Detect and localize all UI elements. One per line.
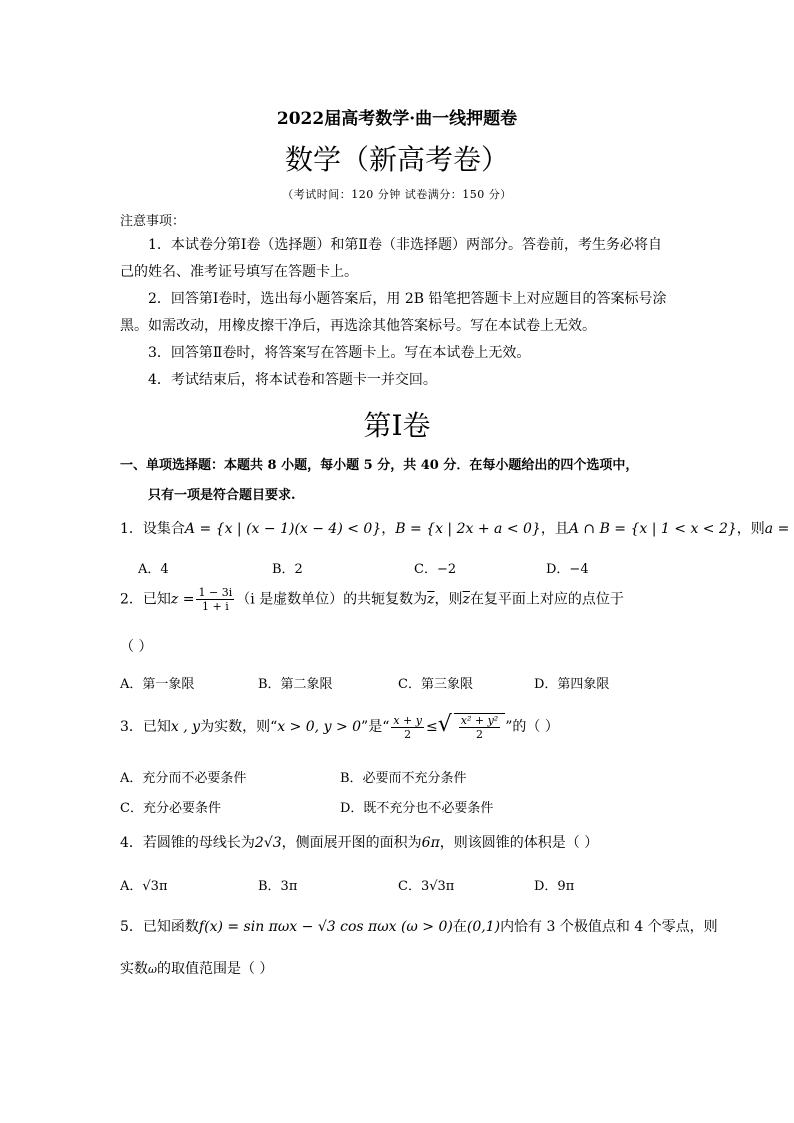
q1-set-b: B = {x | 2x + a < 0} <box>395 521 541 537</box>
q3-le: ≤ <box>426 719 438 735</box>
q1-sep: ， <box>381 521 396 537</box>
q4-option-c[interactable]: C．3√3π <box>398 879 455 894</box>
q3-text-b: 为实数，则“ <box>200 719 278 735</box>
q3-option-b[interactable]: B．必要而不充分条件 <box>340 771 467 786</box>
q4-text-b: ，侧面展开图的面积为 <box>281 835 422 851</box>
q1-option-a[interactable]: A．4 <box>138 562 169 577</box>
question-5-line2 <box>120 958 273 978</box>
q3-right-num: x² + y² <box>460 713 499 727</box>
radical-sign-icon: √ <box>437 712 452 737</box>
note-2a: 2．回答第Ⅰ卷时，选出每小题答案后，用 2B 铅笔把答题卡上对应题目的答案标号涂 <box>148 291 667 307</box>
q4-option-a[interactable]: A．√3π <box>120 879 168 894</box>
q3-text-c: ”是“ <box>361 719 390 735</box>
q4-text-a: 4．若圆锥的母线长为 <box>120 835 255 851</box>
q3-option-a[interactable]: A．充分而不必要条件 <box>120 771 247 786</box>
q3-right-fraction <box>459 714 500 741</box>
q3-option-d[interactable]: D．既不充分也不必要条件 <box>340 801 494 816</box>
q1-option-c[interactable]: C．−2 <box>414 562 457 577</box>
q2-option-a[interactable]: A．第一象限 <box>120 677 195 692</box>
q3-option-c[interactable]: C．充分必要条件 <box>120 801 221 816</box>
note-1b: 己的姓名、准考证号填写在答题卡上。 <box>120 264 358 280</box>
q3-condition: x > 0, y > 0 <box>277 719 362 735</box>
q1-set-a: A = {x | (x − 1)(x − 4) < 0} <box>184 521 382 537</box>
part1-heading-line2: 只有一项是符合题目要求. <box>148 488 296 503</box>
q5-function: f(x) = sin πωx − √3 cos πωx (ω > 0) <box>198 919 453 935</box>
question-5 <box>120 916 718 936</box>
question-3 <box>120 712 559 741</box>
q3-text-a: 3．已知 <box>120 719 171 735</box>
q1-text-c: ，则 <box>736 521 765 537</box>
q4-length: 2√3 <box>254 835 282 851</box>
q5-text-a: 5．已知函数 <box>120 919 199 935</box>
q5-interval: (0,1) <box>466 919 501 935</box>
question-1 <box>120 518 789 538</box>
q2-z-bar-2: $\overline{z}$ <box>462 591 470 608</box>
q2-z-bar: $\overline{z}$ <box>427 591 435 608</box>
q3-vars: x , y <box>170 719 201 735</box>
q2-numerator: 1 − 3i <box>198 586 233 599</box>
q2-fraction <box>196 586 234 613</box>
q4-option-b[interactable]: B．3π <box>258 879 298 894</box>
q3-left-den: 2 <box>404 727 412 741</box>
q5-text-b: 在 <box>452 919 467 935</box>
question-4 <box>120 832 598 852</box>
q2-text-b: （i 是虚数单位）的共轭复数为 <box>236 591 428 608</box>
q5-text-c: 内恰有 3 个极值点和 4 个零点，则 <box>500 919 718 935</box>
q2-option-c[interactable]: C．第三象限 <box>398 677 473 692</box>
note-3: 3．回答第Ⅱ卷时，将答案写在答题卡上。写在本试卷上无效。 <box>148 345 531 361</box>
q1-text-a: 1．设集合 <box>120 521 185 537</box>
q4-option-d[interactable]: D．9π <box>534 879 575 894</box>
q2-option-d[interactable]: D．第四象限 <box>534 677 610 692</box>
part1-heading-line1: 一、单项选择题：本题共 8 小题，每小题 5 分，共 40 分．在每小题给出的四个选项中， <box>120 458 639 473</box>
q5-line2-a: 实数 <box>120 961 148 977</box>
q1-variable: a = <box>764 521 790 537</box>
q2-denominator: 1 + i <box>201 600 229 613</box>
q2-text-a: 2．已知 <box>120 591 171 608</box>
note-4: 4．考试结束后，将本试卷和答题卡一并交回。 <box>148 372 437 388</box>
q2-answer-paren: （ ） <box>120 639 153 655</box>
q2-text-d: 在复平面上对应的点位于 <box>469 591 624 608</box>
q4-area: 6π <box>421 835 440 851</box>
q3-sqrt <box>454 713 505 741</box>
q1-intersection: A ∩ B = {x | 1 < x < 2} <box>568 521 737 537</box>
q4-text-c: ，则该圆锥的体积是（ ） <box>439 835 599 851</box>
question-2 <box>120 586 624 613</box>
paper-title: 2022届高考数学·曲一线押题卷 <box>276 109 518 129</box>
notes-title: 注意事项： <box>120 214 186 229</box>
q2-z-eq: z = <box>170 591 195 608</box>
q3-right-den: 2 <box>475 727 483 741</box>
q3-text-d: ”的（ ） <box>505 719 559 735</box>
q3-left-num: x + y <box>393 713 422 727</box>
note-1a: 1．本试卷分第Ⅰ卷（选择题）和第Ⅱ卷（非选择题）两部分。答卷前，考生务必将自 <box>148 237 662 253</box>
q2-option-b[interactable]: B．第二象限 <box>258 677 333 692</box>
paper-subtitle: 数学（新高考卷） <box>284 143 509 176</box>
q1-text-b: ，且 <box>540 521 569 537</box>
exam-info: （考试时间：120 分钟 试卷满分：150 分） <box>282 188 512 201</box>
q1-option-b[interactable]: B．2 <box>272 562 303 577</box>
q3-left-fraction <box>391 714 424 741</box>
q5-line2-b: 的取值范围是（ ） <box>156 961 274 977</box>
section-title: 第Ⅰ卷 <box>363 409 431 442</box>
q1-option-d[interactable]: D．−4 <box>546 562 589 577</box>
q2-text-c: ，则 <box>434 591 463 608</box>
q5-omega: ω <box>148 963 157 976</box>
note-2b: 黑。如需改动，用橡皮擦干净后，再选涂其他答案标号。写在本试卷上无效。 <box>120 318 596 334</box>
